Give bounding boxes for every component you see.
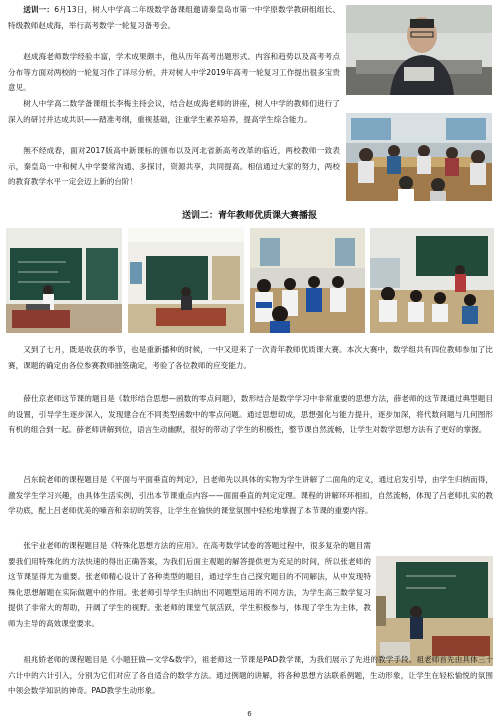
page-number: 6: [247, 710, 252, 718]
photo-teacher-podium: [376, 556, 493, 666]
para8: 张宇业老师的课程题目是《特殊化思想方法的应用》。在高考数学试卷的答题过程中，很多复杂的题目需要我们用特殊化的方法快速的得出正确答案，为我们后面主观题的解答提供更为充足的时间，所以张老师的这节课显得尤为重要。张老师精心设计了各种类型的题目，通过学生自己探究题目的不同解法，从中发现特殊化思想解题在实际做题中的作用。张老师引导学生归纳出不同题型运用的不同方法，为学生高三数学复习提供了非常大的帮助，开阔了学生的视野。张老师的课堂气氛活跃，学生积极参与，体现了学生为主体，教师为主导的高效课堂要求。: [8, 541, 371, 628]
para1-lead: 送训一：: [23, 5, 55, 14]
para4: 無不经成春，面对2017版高中新课标的颁布以及河北省新高考改革的临近，两校教师一致表示，秦皇岛一中和树人中学要常沟通、多探讨，资源共享，共同提高。相信通过大家的努力，两校的教育教学水平一定会迈上新的台阶！: [8, 146, 340, 187]
photo-classroom-3: [250, 228, 365, 333]
photo-classroom-1: [6, 228, 122, 333]
para9: 祖兆娇老师的课程题目是《小题狂做—文学&数学》，祖老师这一节课是PAD教学课，为我们展示了先进的教学手段。祖老师首先由具体三十六计中的六计引入，分别为它们对应了各自适合的数学方法。通过例题的讲解，将各种思想方法联系例题，生动形象，让学生在轻松愉悦的氛围中领会数学知识的神奇。PAD教学生动形象。: [8, 655, 493, 696]
photo-classroom-4: [370, 228, 494, 333]
photo-meeting: [346, 113, 492, 201]
para7: 吕东皖老师的课程题目是《平面与平面垂直的判定》，吕老师先以具体的实物为学生讲解了二面角的定义，通过启发引导，由学生归纳而得，激发学生学习兴趣，由具体生活实例，引出本节课重点内容——面面垂直的判定定理。课程的讲解环环相扣，自然流畅，体现了吕老师扎实的教学功底，配上吕老师优美的嗓音和亲切的笑容，让学生在愉快的课堂氛围中轻松地掌握了本节课的重要内容。: [8, 475, 493, 516]
para2: 赵成海老师数学经验丰富，学术成果颇丰，他从历年高考出题形式、内容和趋势以及高考考点分布等方面对两校的一轮复习作了详尽分析，并对树人中学2019年高考一轮复习工作提出很多宝贵意见。: [8, 52, 340, 93]
para3: 树人中学高二数学备课组长李梅主持会议，结合赵成海老师的讲座，树人中学的教师们进行了深入的研讨并达成共识——踏准考纲，重视基础，注重学生素养培养，提高学生综合能力。: [8, 99, 340, 124]
para1-text: 6月13日，树人中学高二年级数学备课组邀请秦皇岛市第一中学原数学教研组组长、特级教师赵成海，举行高考数学一轮复习备考会。: [8, 5, 340, 30]
photo-classroom-2: [128, 228, 244, 333]
para6: 薛仕京老师这节课的题目是《数形结合思想—函数的零点问题》，数形结合是数学学习中非常重要的思想方法，薛老师的这节课通过典型题目的设置，引导学生逐步深入，发现建合在不同类型函数中的零点问题。通过思想切成，思想强化与能力提升，逐步加深，将代数问题与几何图形有机的组合到一起。薛老师讲解到位，语言生动幽默，很好的带动了学生的积极性，整节课自然流畅，让学生对数学思想方法有了更好的掌握。: [8, 394, 493, 435]
para5: 又到了七月，既是收获的季节，也是重新播种的时候，一中又迎来了一次青年教师优质课大赛。本次大赛中，数学组共有四位教师参加了比赛，课题的确定由各位参赛教师抽签确定，考验了各位教师的应变能力。: [8, 345, 493, 370]
para1: [8, 2, 340, 33]
photo-speaker: [346, 5, 492, 95]
section-title: 送训二：青年教师优质课大赛播报: [181, 211, 317, 221]
